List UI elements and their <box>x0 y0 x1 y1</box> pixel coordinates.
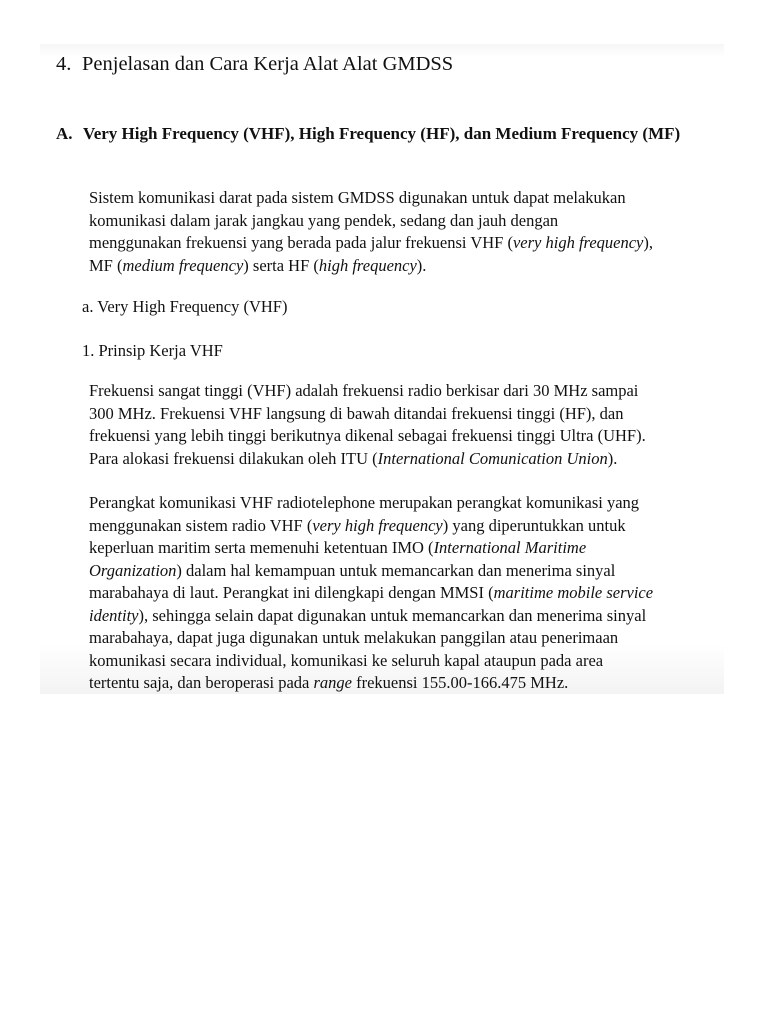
subsection-title: Very High Frequency (VHF), High Frequency (HF), dan Medium Frequency (MF) <box>83 124 681 143</box>
section-heading <box>56 52 453 76</box>
paragraph-line <box>89 255 729 278</box>
text-run: ). <box>607 448 618 468</box>
italic-term: identity <box>89 605 139 625</box>
paragraph-line <box>89 380 729 403</box>
text-run: 300 MHz. Frekuensi VHF langsung di bawah ditandai frekuensi tinggi (HF), dan <box>89 403 624 423</box>
subsection-letter: A. <box>56 124 73 143</box>
text-run: marabahaya, dapat juga digunakan untuk melakukan panggilan atau penerimaan <box>89 628 619 647</box>
sub-item-vhf: a. Very High Frequency (VHF) <box>82 297 288 316</box>
text-run: ), <box>643 233 654 252</box>
text-run: menggunakan frekuensi yang berada pada jalur frekuensi VHF ( <box>89 233 513 252</box>
italic-term: maritime mobile service <box>493 583 654 602</box>
text-run: ), sehingga selain dapat digunakan untuk memancarkan dan menerima sinyal <box>138 605 647 625</box>
vhf-paragraph <box>89 380 729 470</box>
section-number: 4. <box>56 53 72 75</box>
paragraph-line <box>89 187 729 210</box>
paragraph-line <box>89 650 729 673</box>
paragraph-line <box>89 627 729 650</box>
text-run: menggunakan sistem radio VHF ( <box>89 515 313 535</box>
text-run: komunikasi secara individual, komunikasi ke seluruh kapal ataupun pada area <box>89 650 604 670</box>
text-run: komunikasi dalam jarak jangkau yang pendek, sedang dan jauh dengan <box>89 210 559 230</box>
text-run: marabahaya di laut. Perangkat ini dilengkapi dengan MMSI ( <box>89 583 494 602</box>
paragraph-line <box>89 582 729 605</box>
paragraph-line <box>89 560 729 583</box>
italic-term: range <box>313 673 352 692</box>
paragraph-line <box>89 605 729 628</box>
radiotelephone-paragraph <box>89 492 729 695</box>
italic-term: high frequency <box>318 255 417 275</box>
paragraph-line <box>89 210 729 233</box>
italic-term: medium frequency <box>122 255 244 275</box>
text-run: tertentu saja, dan beroperasi pada <box>89 673 314 692</box>
italic-term: very high frequency <box>312 515 443 535</box>
intro-paragraph <box>89 187 729 277</box>
section-title: Penjelasan dan Cara Kerja Alat Alat GMDSS <box>82 53 454 75</box>
italic-term: International Maritime <box>433 538 587 557</box>
italic-term: very high frequency <box>512 233 644 252</box>
text-run: keperluan maritim serta memenuhi ketentuan IMO ( <box>89 538 434 557</box>
subsection-heading <box>56 123 706 145</box>
italic-term: International Comunication Union <box>377 448 608 468</box>
paragraph-line <box>89 232 729 255</box>
paragraph-line <box>89 425 729 448</box>
paragraph-line <box>89 537 729 560</box>
text-run: ) serta HF ( <box>243 255 319 275</box>
text-run: frekuensi yang lebih tinggi berikutnya dikenal sebagai frekuensi tinggi Ultra (UHF). <box>89 426 646 445</box>
sub-item-prinsip-kerja: 1. Prinsip Kerja VHF <box>82 341 223 360</box>
italic-term: Organization <box>89 560 177 580</box>
text-run: ) dalam hal kemampuan untuk memancarkan dan menerima sinyal <box>176 560 616 580</box>
text-run: Sistem komunikasi darat pada sistem GMDSS digunakan untuk dapat melakukan <box>89 188 626 207</box>
text-run: frekuensi 155.00-166.475 MHz. <box>351 673 569 692</box>
paragraph-line <box>89 403 729 426</box>
text-run: MF ( <box>89 255 123 275</box>
paragraph-line <box>89 492 729 515</box>
paragraph-line <box>89 515 729 538</box>
text-run: ). <box>416 255 427 275</box>
paragraph-line <box>89 448 729 471</box>
text-run: Frekuensi sangat tinggi (VHF) adalah frekuensi radio berkisar dari 30 MHz sampai <box>89 381 639 400</box>
paragraph-line <box>89 672 729 695</box>
text-run: Para alokasi frekuensi dilakukan oleh ITU ( <box>89 448 378 468</box>
text-run: ) yang diperuntukkan untuk <box>442 515 626 535</box>
text-run: Perangkat komunikasi VHF radiotelephone merupakan perangkat komunikasi yang <box>89 493 640 512</box>
